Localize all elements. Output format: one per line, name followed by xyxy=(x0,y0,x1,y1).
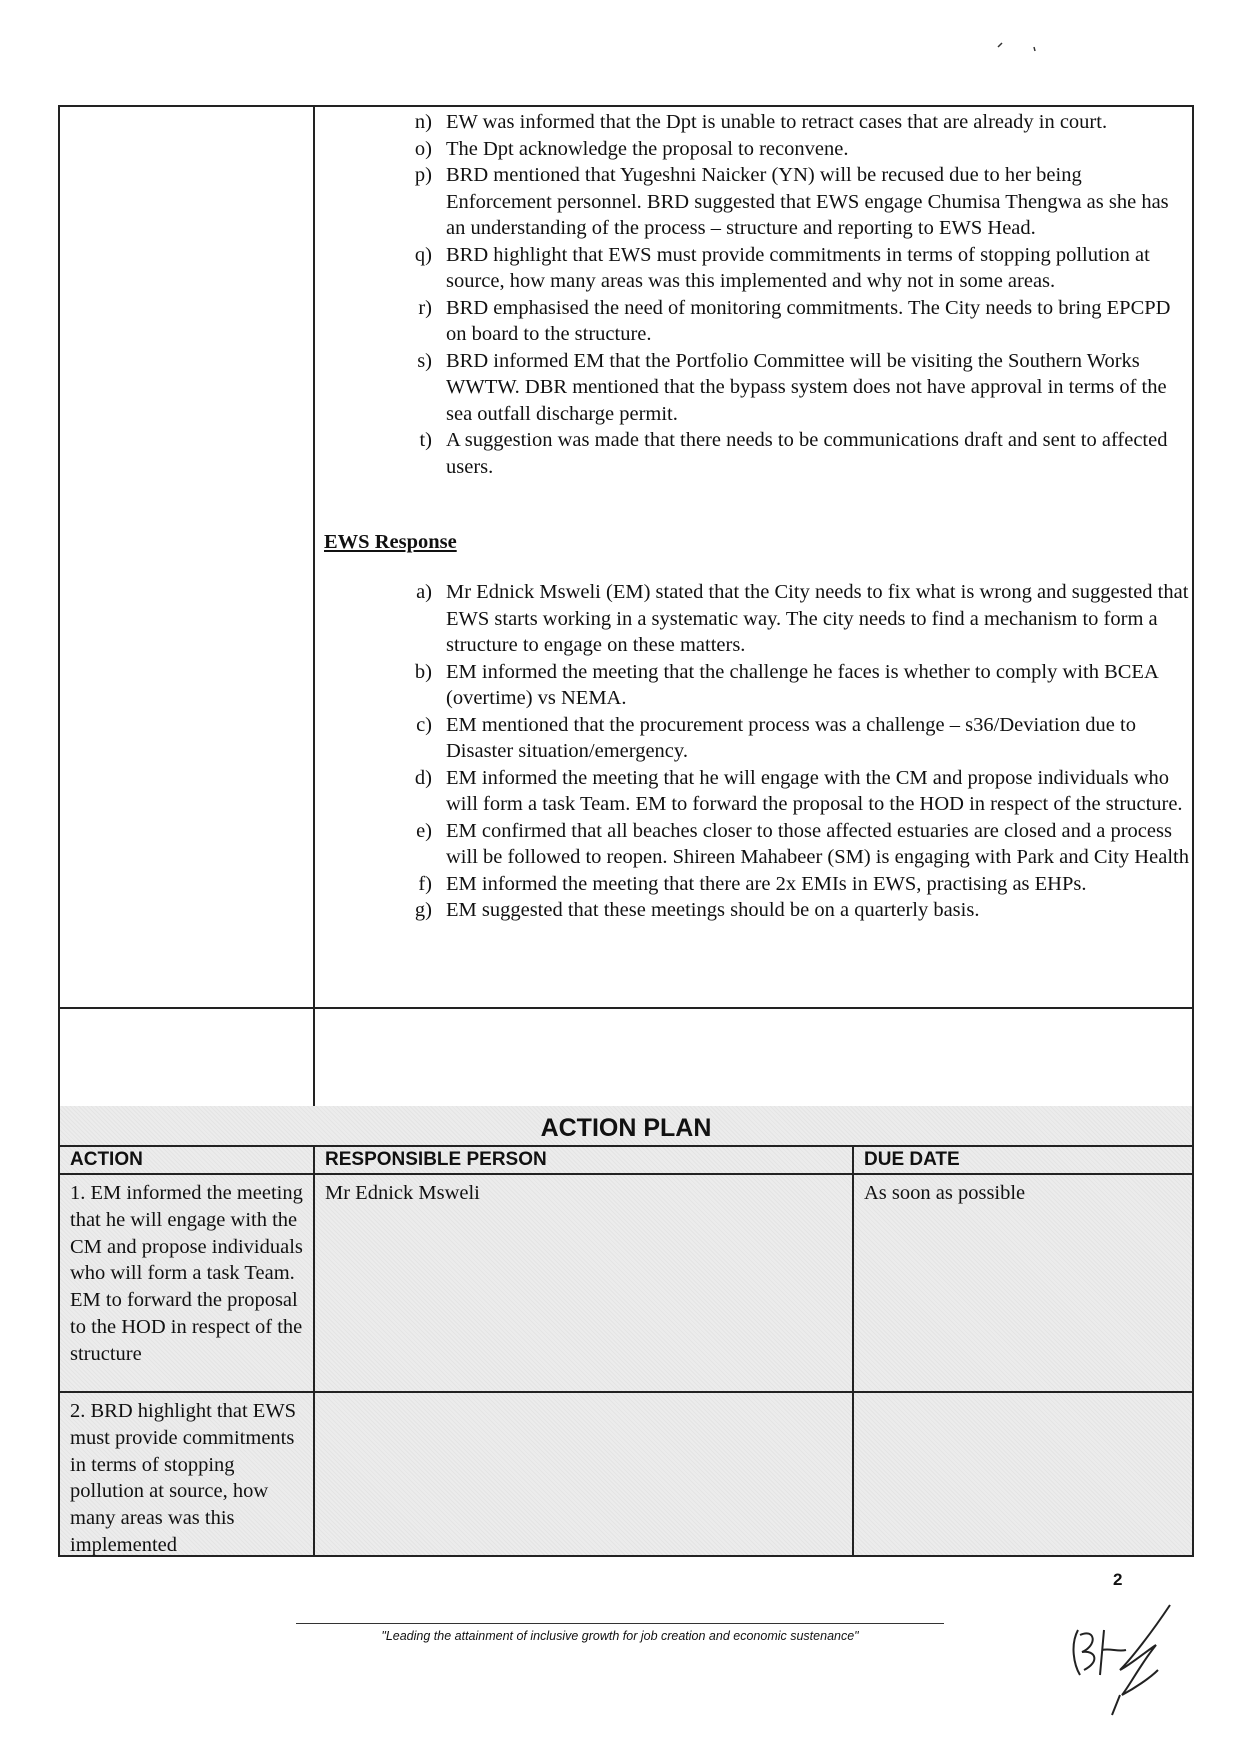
list-item-label: r) xyxy=(418,296,432,319)
page-number: 2 xyxy=(1113,1570,1123,1589)
discussion-point-item xyxy=(322,162,1192,242)
ews-response-item xyxy=(322,765,1192,818)
ews-response-item xyxy=(322,712,1192,765)
action-plan-title: ACTION PLAN xyxy=(60,1106,1192,1147)
handwritten-signature xyxy=(1060,1590,1190,1720)
action-row-1-due-date: As soon as possible xyxy=(864,1182,1026,1204)
action-row-2-action: 2. BRD highlight that EWS must provide commitments in terms of stopping pollution at source, how many areas was this implemented xyxy=(70,1400,297,1556)
list-item-text: BRD informed EM that the Portfolio Committee will be visiting the Southern Works WWTW. DBR mentioned that the bypass system does not have approval in terms of the sea outfall discharge permit. xyxy=(446,349,1167,425)
list-item-text: EM informed the meeting that there are 2x EMIs in EWS, practising as EHPs. xyxy=(446,872,1087,895)
ews-response-list xyxy=(322,579,1192,924)
action-plan-table xyxy=(58,1106,1194,1557)
list-item-text: EM informed the meeting that he will engage with the CM and propose individuals who will form a task Team. EM to forward the proposal to the HOD in respect of the structure. xyxy=(446,766,1183,815)
list-item-text: EM mentioned that the procurement process was a challenge – s36/Deviation due to Disaster situation/emergency. xyxy=(446,713,1136,762)
discussion-points-list xyxy=(322,109,1192,480)
scan-mark xyxy=(990,35,1050,55)
list-item-text: BRD emphasised the need of monitoring commitments. The City needs to bring EPCPD on board to the structure. xyxy=(446,296,1171,345)
list-item-label: q) xyxy=(414,243,432,266)
footer-motto: "Leading the attainment of inclusive growth for job creation and economic sustenance" xyxy=(381,1629,859,1643)
list-item-label: n) xyxy=(414,111,432,133)
action-column-header: ACTION xyxy=(70,1149,143,1170)
ews-response-heading: EWS Response xyxy=(324,531,457,553)
list-item-label: a) xyxy=(416,581,432,603)
list-item-label: t) xyxy=(419,429,432,451)
action-row-2-person xyxy=(315,1393,852,1398)
list-item-text: EM suggested that these meetings should be on a quarterly basis. xyxy=(446,899,980,921)
list-item-label: g) xyxy=(414,899,432,921)
minutes-table xyxy=(58,105,1194,1116)
list-item-label: d) xyxy=(414,766,432,789)
discussion-point-item xyxy=(322,295,1192,348)
list-item-label: f) xyxy=(418,872,432,895)
list-item-text: EW was informed that the Dpt is unable to retract cases that are already in court. xyxy=(446,111,1108,133)
action-row-1-person: Mr Ednick Msweli xyxy=(325,1182,480,1204)
action-row-2-due-date xyxy=(854,1393,1194,1398)
responsible-person-column-header: RESPONSIBLE PERSON xyxy=(325,1149,547,1170)
ews-response-item xyxy=(322,579,1192,659)
discussion-point-item xyxy=(322,136,1192,163)
footer-divider xyxy=(296,1623,944,1624)
discussion-point-item xyxy=(322,348,1192,428)
list-item-label: p) xyxy=(414,164,432,186)
discussion-point-item xyxy=(322,109,1192,136)
ews-response-item xyxy=(322,897,1192,924)
discussion-point-item xyxy=(322,427,1192,480)
list-item-label: c) xyxy=(416,713,432,736)
ews-response-item xyxy=(322,659,1192,712)
list-item-text: BRD mentioned that Yugeshni Naicker (YN) will be recused due to her being Enforcement personnel. BRD suggested that EWS engage Chumisa Thengwa as she has an understanding of the process – structure and reporting to EWS Head. xyxy=(446,164,1169,239)
list-item-text: BRD highlight that EWS must provide commitments in terms of stopping pollution at source, how many areas was this implemented and why not in some areas. xyxy=(446,243,1150,292)
list-item-text: EM informed the meeting that the challenge he faces is whether to comply with BCEA (overtime) vs NEMA. xyxy=(446,660,1158,709)
ews-response-item xyxy=(322,818,1192,871)
list-item-text: The Dpt acknowledge the proposal to reconvene. xyxy=(446,137,849,160)
list-item-text: A suggestion was made that there needs to be communications draft and sent to affected users. xyxy=(446,429,1168,478)
ews-response-item xyxy=(322,871,1192,898)
due-date-column-header: DUE DATE xyxy=(864,1149,960,1170)
list-item-label: o) xyxy=(414,137,432,160)
list-item-text: EM confirmed that all beaches closer to those affected estuaries are closed and a process will be followed to reopen. Shireen Mahabeer (SM) is engaging with Park and City Health xyxy=(446,819,1189,868)
action-row-1-action: 1. EM informed the meeting that he will engage with the CM and propose individuals who will form a task Team. EM to forward the proposal to the HOD in respect of the structure xyxy=(70,1182,303,1365)
list-item-label: s) xyxy=(417,349,432,372)
list-item-text: Mr Ednick Msweli (EM) stated that the City needs to fix what is wrong and suggested that EWS starts working in a systematic way. The city needs to find a mechanism to form a structure to engage on these matters. xyxy=(446,581,1189,656)
list-item-label: b) xyxy=(414,660,432,683)
list-item-label: e) xyxy=(416,819,432,842)
discussion-point-item xyxy=(322,242,1192,295)
